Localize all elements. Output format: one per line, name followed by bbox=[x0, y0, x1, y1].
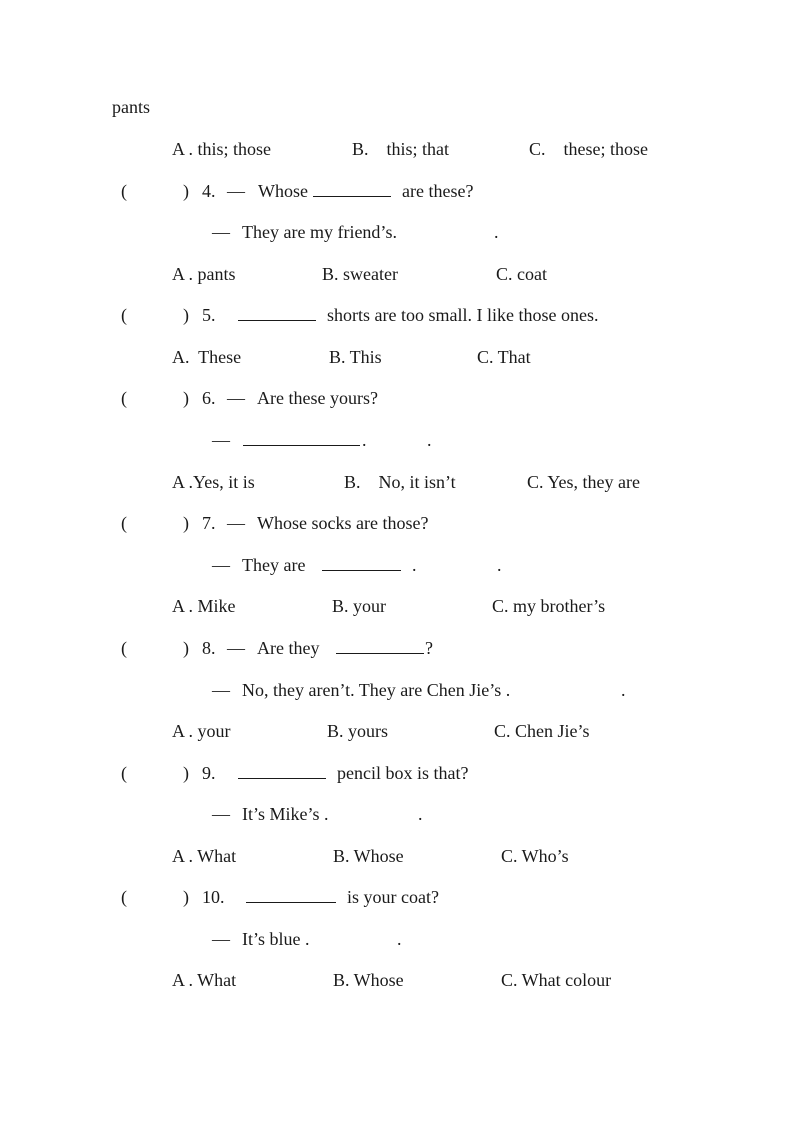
q6-option-c: C. Yes, they are bbox=[527, 472, 640, 492]
q7-dash: — bbox=[227, 513, 245, 533]
q9-question-after: pencil box is that? bbox=[337, 763, 469, 783]
q10-option-b: B. Whose bbox=[333, 970, 404, 990]
q7-answer-before: They are bbox=[242, 555, 306, 575]
q6-blank[interactable] bbox=[243, 429, 360, 446]
q8-option-a: A . your bbox=[172, 721, 231, 741]
q6-question: Are these yours? bbox=[257, 388, 378, 408]
q6-dash: — bbox=[227, 388, 245, 408]
q4-option-c: C. coat bbox=[496, 264, 547, 284]
q8-option-b: B. yours bbox=[327, 721, 389, 741]
q4-paren-close: ) bbox=[183, 181, 189, 201]
q4-option-b: B. sweater bbox=[322, 264, 398, 284]
q4-question-after: are these? bbox=[402, 181, 474, 201]
q10-answer-dash: — bbox=[212, 929, 230, 949]
q10-answer-end: . bbox=[397, 929, 402, 949]
q7-question: Whose socks are those? bbox=[257, 513, 429, 533]
q5-number: 5. bbox=[202, 305, 216, 325]
q9-option-b: B. Whose bbox=[333, 846, 404, 866]
q6-option-b: B. No, it isn’t bbox=[344, 472, 456, 492]
q3-option-c: C. these; those bbox=[529, 139, 648, 159]
q7-option-b: B. your bbox=[332, 596, 386, 616]
q9-paren-close: ) bbox=[183, 763, 189, 783]
q10-number: 10. bbox=[202, 887, 225, 907]
q7-paren-close: ) bbox=[183, 513, 189, 533]
q8-question-before: Are they bbox=[257, 638, 320, 658]
q4-answer-dash: — bbox=[212, 222, 230, 242]
q5-option-a: A. These bbox=[172, 347, 242, 367]
q9-answer-dash: — bbox=[212, 804, 230, 824]
q9-blank[interactable] bbox=[238, 762, 326, 779]
q5-paren-open: ( bbox=[121, 305, 127, 325]
q7-option-a: A . Mike bbox=[172, 596, 236, 616]
q4-answer-end: . bbox=[494, 222, 499, 242]
q8-paren-open: ( bbox=[121, 638, 127, 658]
q8-question-after: ? bbox=[425, 638, 433, 658]
q5-paren-close: ) bbox=[183, 305, 189, 325]
q7-blank[interactable] bbox=[322, 554, 401, 571]
q5-option-c: C. That bbox=[477, 347, 531, 367]
q7-number: 7. bbox=[202, 513, 216, 533]
q5-blank[interactable] bbox=[238, 304, 316, 321]
carryover-text: pants bbox=[112, 97, 150, 117]
q6-answer-end: . bbox=[427, 430, 432, 450]
q8-number: 8. bbox=[202, 638, 216, 658]
q10-answer: It’s blue . bbox=[242, 929, 310, 949]
q8-answer-end: . bbox=[621, 680, 626, 700]
q7-answer-dash: — bbox=[212, 555, 230, 575]
q8-option-c: C. Chen Jie’s bbox=[494, 721, 590, 741]
q8-answer: No, they aren’t. They are Chen Jie’s . bbox=[242, 680, 511, 700]
q6-paren-close: ) bbox=[183, 388, 189, 408]
q6-answer-dash: — bbox=[212, 430, 230, 450]
q4-answer: They are my friend’s. bbox=[242, 222, 397, 242]
q9-option-a: A . What bbox=[172, 846, 237, 866]
q3-option-a: A . this; those bbox=[172, 139, 272, 159]
q4-blank[interactable] bbox=[313, 180, 391, 197]
q10-option-c: C. What colour bbox=[501, 970, 612, 990]
q6-answer-mid: . bbox=[362, 430, 367, 450]
q4-paren-open: ( bbox=[121, 181, 127, 201]
q7-paren-open: ( bbox=[121, 513, 127, 533]
q9-paren-open: ( bbox=[121, 763, 127, 783]
q9-answer: It’s Mike’s . bbox=[242, 804, 329, 824]
q4-number: 4. bbox=[202, 181, 216, 201]
q10-paren-open: ( bbox=[121, 887, 127, 907]
q7-option-c: C. my brother’s bbox=[492, 596, 606, 616]
q6-number: 6. bbox=[202, 388, 216, 408]
q4-dash: — bbox=[227, 181, 245, 201]
q8-answer-dash: — bbox=[212, 680, 230, 700]
q10-blank[interactable] bbox=[246, 886, 336, 903]
q8-paren-close: ) bbox=[183, 638, 189, 658]
q9-answer-end: . bbox=[418, 804, 423, 824]
q4-question-before: Whose bbox=[258, 181, 308, 201]
q9-number: 9. bbox=[202, 763, 216, 783]
q8-blank[interactable] bbox=[336, 637, 424, 654]
q9-option-c: C. Who’s bbox=[501, 846, 569, 866]
q10-option-a: A . What bbox=[172, 970, 237, 990]
q6-paren-open: ( bbox=[121, 388, 127, 408]
q6-option-a: A .Yes, it is bbox=[172, 472, 255, 492]
q5-question-after: shorts are too small. I like those ones. bbox=[327, 305, 599, 325]
q7-answer-mid: . bbox=[412, 555, 417, 575]
q8-dash: — bbox=[227, 638, 245, 658]
q10-paren-close: ) bbox=[183, 887, 189, 907]
q4-option-a: A . pants bbox=[172, 264, 236, 284]
q3-option-b: B. this; that bbox=[352, 139, 450, 159]
q10-question-after: is your coat? bbox=[347, 887, 439, 907]
q7-answer-end: . bbox=[497, 555, 502, 575]
q5-option-b: B. This bbox=[329, 347, 382, 367]
